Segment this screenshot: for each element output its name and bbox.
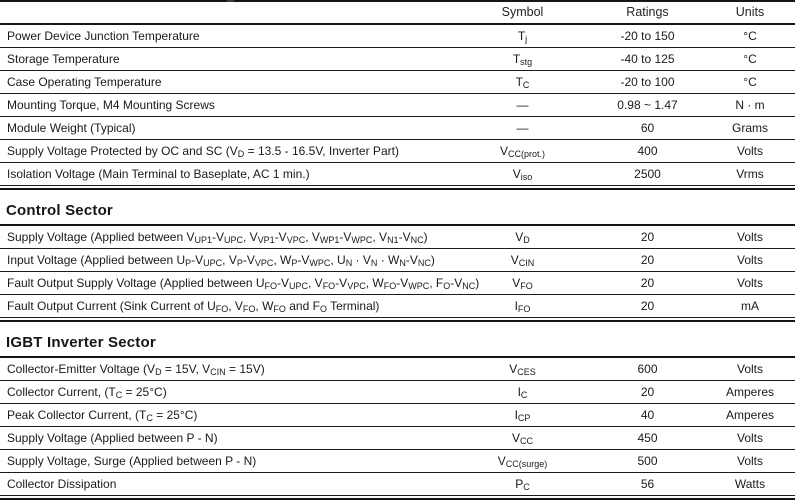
symbol-cell: $I_{FO}$ bbox=[455, 295, 590, 318]
table-row bbox=[0, 117, 795, 140]
description-cell: Supply Voltage (Applied between $V_{UP1}-V_{UPC}$, $V_{VP1}-V_{VPC}$, $V_{WP1}-V_{WPC}$, $V_{N1}-V_{NC}$) bbox=[0, 225, 455, 249]
ratings-cell: -20 to 100 bbox=[590, 71, 705, 94]
units-cell: °C bbox=[705, 24, 795, 48]
ratings-cell: 400 bbox=[590, 140, 705, 163]
col-header-units: Units bbox=[705, 1, 795, 24]
description-cell: Collector-Emitter Voltage ($V_D = 15V$, $V_{CIN} = 15V$) bbox=[0, 357, 455, 381]
units-cell: Volts bbox=[705, 357, 795, 381]
table-row bbox=[0, 381, 795, 404]
col-header-description bbox=[0, 1, 455, 24]
description-cell: Peak Collector Current, $(T_C = 25^\circ C)$ bbox=[0, 404, 455, 427]
symbol-cell: $V_{CIN}$ bbox=[455, 249, 590, 272]
units-cell: Grams bbox=[705, 117, 795, 140]
description-cell: Fault Output Current (Sink Current of $U_{FO}$, $V_{FO}$, $W_{FO}$ and $F_O$ Terminal) bbox=[0, 295, 455, 318]
symbol-cell: $T_C$ bbox=[455, 71, 590, 94]
units-cell: Volts bbox=[705, 225, 795, 249]
symbol-cell: $P_C$ bbox=[455, 473, 590, 496]
units-cell: °C bbox=[705, 48, 795, 71]
symbol-cell: $V_{iso}$ bbox=[455, 163, 590, 186]
ratings-cell: 20 bbox=[590, 381, 705, 404]
control-sector-table bbox=[0, 224, 795, 318]
section-divider bbox=[0, 188, 795, 190]
units-cell: Vrms bbox=[705, 163, 795, 186]
col-header-ratings: Ratings bbox=[590, 1, 705, 24]
symbol-cell: $T_{stg}$ bbox=[455, 48, 590, 71]
units-cell: mA bbox=[705, 295, 795, 318]
ratings-cell: 450 bbox=[590, 427, 705, 450]
symbol-cell: $V_{CC(surge)}$ bbox=[455, 450, 590, 473]
symbol-cell: — bbox=[455, 117, 590, 140]
units-cell: Volts bbox=[705, 249, 795, 272]
table-row bbox=[0, 140, 795, 163]
table-row bbox=[0, 427, 795, 450]
table-row bbox=[0, 404, 795, 427]
description-cell: Module Weight (Typical) bbox=[0, 117, 455, 140]
cutoff-text-fragment bbox=[227, 0, 234, 2]
symbol-cell: $V_{CC(prot.)}$ bbox=[455, 140, 590, 163]
table-row bbox=[0, 24, 795, 48]
col-header-symbol: Symbol bbox=[455, 1, 590, 24]
table-row bbox=[0, 163, 795, 186]
absolute-ratings-rows bbox=[0, 24, 795, 186]
symbol-cell: $I_C$ bbox=[455, 381, 590, 404]
table-row bbox=[0, 450, 795, 473]
description-cell: Case Operating Temperature bbox=[0, 71, 455, 94]
igbt-inverter-sector-table bbox=[0, 356, 795, 496]
section-divider bbox=[0, 320, 795, 322]
description-cell: Supply Voltage (Applied between P - N) bbox=[0, 427, 455, 450]
description-cell: Fault Output Supply Voltage (Applied between $U_{FO}-V_{UPC}$, $V_{FO}-V_{VPC}$, $W_{FO}-V_{WPC}$, $F_O-V_{NC}$) bbox=[0, 272, 455, 295]
units-cell: Amperes bbox=[705, 404, 795, 427]
description-cell: Isolation Voltage (Main Terminal to Baseplate, AC 1 min.) bbox=[0, 163, 455, 186]
ratings-cell: 56 bbox=[590, 473, 705, 496]
symbol-cell: $V_{FO}$ bbox=[455, 272, 590, 295]
ratings-cell: 600 bbox=[590, 357, 705, 381]
table-header-row bbox=[0, 1, 795, 24]
ratings-cell: 60 bbox=[590, 117, 705, 140]
table-row bbox=[0, 225, 795, 249]
units-cell: Volts bbox=[705, 427, 795, 450]
absolute-ratings-table bbox=[0, 0, 795, 186]
symbol-cell: $T_j$ bbox=[455, 24, 590, 48]
units-cell: Volts bbox=[705, 140, 795, 163]
units-cell: Watts bbox=[705, 473, 795, 496]
units-cell: Volts bbox=[705, 272, 795, 295]
igbt-inverter-sector-rows bbox=[0, 357, 795, 496]
symbol-cell: — bbox=[455, 94, 590, 117]
ratings-cell: 500 bbox=[590, 450, 705, 473]
section-heading-igbt-inverter-sector: IGBT Inverter Sector bbox=[6, 334, 156, 351]
description-cell: Mounting Torque, M4 Mounting Screws bbox=[0, 94, 455, 117]
ratings-cell: 20 bbox=[590, 249, 705, 272]
ratings-cell: -40 to 125 bbox=[590, 48, 705, 71]
units-cell: N · m bbox=[705, 94, 795, 117]
ratings-cell: -20 to 150 bbox=[590, 24, 705, 48]
ratings-cell: 2500 bbox=[590, 163, 705, 186]
units-cell: Volts bbox=[705, 450, 795, 473]
table-row bbox=[0, 295, 795, 318]
description-cell: Collector Current, $(T_C = 25^\circ C)$ bbox=[0, 381, 455, 404]
ratings-cell: 20 bbox=[590, 225, 705, 249]
description-cell: Storage Temperature bbox=[0, 48, 455, 71]
units-cell: °C bbox=[705, 71, 795, 94]
symbol-cell: $V_D$ bbox=[455, 225, 590, 249]
description-cell: Power Device Junction Temperature bbox=[0, 24, 455, 48]
table-row bbox=[0, 473, 795, 496]
description-cell: Input Voltage (Applied between $U_P-V_{UPC}$, $V_P-V_{VPC}$, $W_P-V_{WPC}$, $U_N \cdot V_N \cdot W_N-V_{NC}$) bbox=[0, 249, 455, 272]
symbol-cell: $I_{CP}$ bbox=[455, 404, 590, 427]
description-cell: Supply Voltage Protected by OC and SC ($V_D = 13.5 - 16.5V$, Inverter Part) bbox=[0, 140, 455, 163]
table-row bbox=[0, 357, 795, 381]
description-cell: Collector Dissipation bbox=[0, 473, 455, 496]
table-row bbox=[0, 272, 795, 295]
ratings-cell: 40 bbox=[590, 404, 705, 427]
ratings-cell: 0.98 ~ 1.47 bbox=[590, 94, 705, 117]
ratings-cell: 20 bbox=[590, 272, 705, 295]
table-row bbox=[0, 94, 795, 117]
symbol-cell: $V_{CES}$ bbox=[455, 357, 590, 381]
ratings-cell: 20 bbox=[590, 295, 705, 318]
table-row bbox=[0, 48, 795, 71]
description-cell: Supply Voltage, Surge (Applied between P - N) bbox=[0, 450, 455, 473]
symbol-cell: $V_{CC}$ bbox=[455, 427, 590, 450]
units-cell: Amperes bbox=[705, 381, 795, 404]
control-sector-rows bbox=[0, 225, 795, 318]
table-row bbox=[0, 249, 795, 272]
section-heading-control-sector: Control Sector bbox=[6, 202, 113, 219]
table-row bbox=[0, 71, 795, 94]
